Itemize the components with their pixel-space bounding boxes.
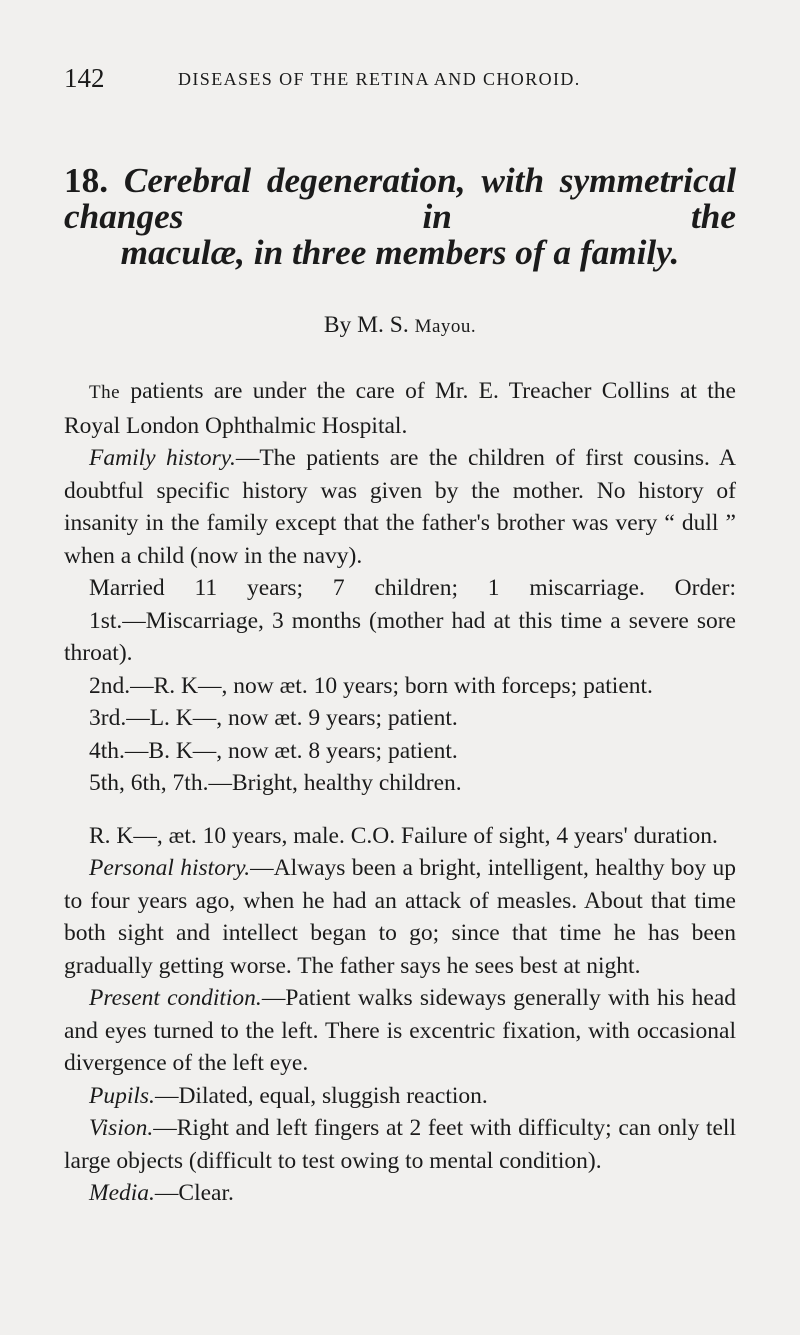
order-item-4 — [64, 735, 736, 768]
present-condition-text: —Patient walks sideways generally with his head and eyes turned to the left. There is excentric fixation, with occasional divergence of the left eye. — [64, 985, 737, 1076]
pupils-paragraph — [64, 1080, 736, 1113]
heading-line-2: maculæ, in three members of a family. — [120, 233, 680, 272]
page-number: 142 — [64, 63, 105, 93]
vision-paragraph — [64, 1112, 736, 1177]
vision-text: —Right and left fingers at 2 feet with difficulty; can only tell large objects (difficult to test owing to mental condition). — [64, 1115, 736, 1174]
heading-number: 18. — [64, 161, 109, 200]
pupils-text: —Dilated, equal, sluggish reaction. — [154, 1082, 488, 1109]
running-head-title: DISEASES OF THE RETINA AND CHOROID. — [178, 69, 581, 89]
heading-line-1: Cerebral degeneration, with symmetrical changes in the — [64, 161, 737, 236]
personal-history-text: —Always been a bright, intelligent, healthy boy up to four years ago, when he had an attack of measles. About that time both sight and intellect began to go; since that time he has been gradually getting worse. The father says he sees best at night. — [64, 855, 736, 979]
byline-author: Mayou. — [414, 316, 477, 337]
intro-text: patients are under the care of Mr. E. Treacher Collins at the Royal London Ophthalmic Hospital. — [64, 378, 736, 439]
present-condition-label: Present condition. — [89, 985, 262, 1011]
intro-lead: The — [89, 382, 121, 403]
media-text: —Clear. — [154, 1180, 234, 1206]
running-head — [64, 63, 736, 97]
byline — [64, 307, 736, 345]
pupils-label: Pupils. — [89, 1082, 155, 1109]
order-item-5-text: 5th, 6th, 7th.—Bright, healthy children. — [89, 770, 462, 796]
article-heading — [64, 163, 736, 271]
byline-prefix: By M. S. — [323, 312, 409, 338]
family-history-text: —The patients are the children of first cousins. A doubtful specific history was given by the mother. No history of insanity in the family except that the father's brother was very “ dull ” when a child (now in the navy). — [64, 445, 737, 569]
intro-paragraph — [64, 375, 736, 442]
case-paragraph: R. K—, æt. 10 years, male. C.O. Failure of sight, 4 years' duration. — [89, 822, 718, 849]
order-item-3-text: 3rd.—L. K—, now æt. 9 years; patient. — [89, 705, 458, 731]
order-item-2: 2nd.—R. K—, now æt. 10 years; born with forceps; patient. — [89, 672, 653, 699]
order-item-5 — [64, 767, 736, 800]
personal-history-label: Personal history. — [89, 855, 251, 881]
married-paragraph — [64, 572, 736, 605]
family-history-paragraph — [64, 442, 736, 572]
order-item-3 — [64, 702, 736, 735]
order-item-1: 1st.—Miscarriage, 3 months (mother had at this time a severe sore throat). — [64, 607, 736, 666]
order-item-4-text: 4th.—B. K—, now æt. 8 years; patient. — [89, 737, 458, 764]
personal-history-paragraph — [64, 852, 736, 982]
article-body — [64, 163, 736, 1210]
married-text: Married 11 years; 7 children; 1 miscarriage. Order: — [89, 575, 736, 601]
vision-label: Vision. — [89, 1115, 154, 1141]
media-label: Media. — [89, 1180, 155, 1206]
family-history-label: Family history. — [89, 445, 236, 471]
media-paragraph — [64, 1177, 736, 1210]
present-condition-paragraph — [64, 982, 736, 1080]
